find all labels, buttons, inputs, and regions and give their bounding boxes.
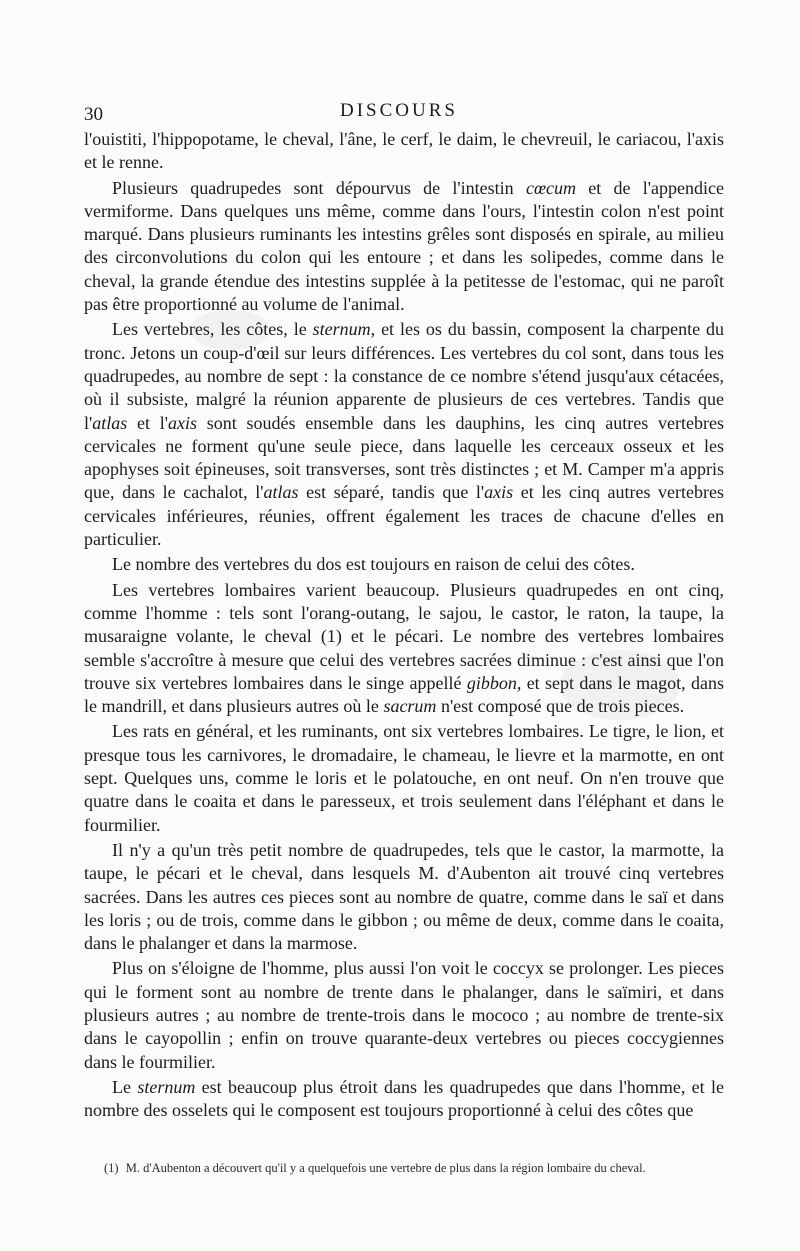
footnote-marker: (1) (104, 1161, 119, 1175)
footnote (104, 1160, 724, 1176)
paragraph-text: sont soudés ensemble dans les dauphins, les cinq autres vertebres cervicales ne forment qu'une seule piece, dans laquelle les cerceaux osseux et les apophyses soit épineuses, soit transverses, sont très distinctes ; et M. Camper m'a appris que, dans le cachalot, l' (84, 412, 725, 503)
page-number: 30 (84, 104, 103, 125)
paragraph-text: et les cinq autres vertebres cervicales inférieures, réunies, offrent également les traces de chacune d'elles en particulier. (84, 482, 724, 550)
running-head-title: DISCOURS (340, 100, 458, 121)
body-text (84, 128, 724, 1122)
paragraph-text: et l' (127, 412, 169, 433)
italic-term: axis (484, 482, 514, 503)
running-head (84, 100, 724, 130)
paragraph (84, 128, 724, 175)
paragraph-text: Plus on s'éloigne de l'homme, plus aussi l'on voit le coccyx se prolonger. Les pieces qui le forment sont au nombre de trente dans le phalanger, dans le saïmiri, et dans plusieurs autres ; au nombre de trente-trois dans le mococo ; au nombre de trente-six dans le cayopollin ; enfin on trouve quarante-deux vertebres ou pieces coccygiennes dans le fourmilier. (84, 958, 724, 1072)
paragraph (84, 177, 724, 317)
paragraph-text: Plusieurs quadrupedes sont dépourvus de l'intestin (112, 177, 526, 198)
paragraph-text: Le nombre des vertebres du dos est toujours en raison de celui des côtes. (112, 554, 635, 575)
italic-term: sternum, (312, 319, 376, 340)
paragraph-text: Les vertebres lombaires varient beaucoup. Plusieurs quadrupedes en ont cinq, comme l'homme : tels sont l'orang-outang, le sajou, le castor, le raton, la taupe, la musaraigne volante, le cheval (1) et le pécari. Le nombre des vertebres lombaires semble s'accroître à mesure que celui des vertebres sacrées diminue : c'est ainsi que l'on trouve six vertebres lombaires dans le singe appellé (84, 579, 724, 693)
paragraph-text: est séparé, tandis que l' (298, 482, 485, 503)
paragraph-text: et sept dans le magot, dans le mandrill, et dans plusieurs autres où le (84, 672, 724, 717)
italic-term: cœcum (525, 177, 576, 198)
paragraph-text: l'ouistiti, l'hippopotame, le cheval, l'âne, le cerf, le daim, le chevreuil, le cariacou, l'axis et le renne. (84, 129, 724, 173)
italic-term: axis (168, 412, 198, 433)
paragraph (84, 579, 724, 719)
paragraph-text: et de l'appendice vermiforme. Dans quelques uns même, comme dans l'ours, l'intestin colon n'est point marqué. Dans plusieurs ruminants les intestins grêles sont disposés en spirale, au milieu des circonvolutions du colon qui les entoure ; et dans les solipedes, comme dans le cheval, la grande étendue des intestins supplée à la petitesse de l'estomac, qui ne paroît pas être proportionné au volume de l'animal. (84, 177, 724, 315)
italic-term: sacrum (383, 696, 437, 717)
paragraph (84, 839, 724, 955)
italic-term: gibbon, (466, 672, 522, 693)
paragraph-text: Le (112, 1076, 138, 1097)
paragraph-text: est beaucoup plus étroit dans les quadrupedes que dans l'homme, et le nombre des osselets qui le composent est toujours proportionné à celui des côtes que (84, 1076, 724, 1121)
paragraph-text: Les vertebres, les côtes, le (112, 319, 313, 340)
paragraph-text: et les os du bassin, composent la charpente du tronc. Jetons un coup-d'œil sur leurs différences. Les vertebres du col sont, dans tous les quadrupedes, au nombre de sept : la constance de ce nombre s'étend jusqu'aux cétacées, où il subsiste, malgré la réunion apparente de plusieurs de ces vertebres. Tandis que l' (84, 319, 725, 433)
paragraph (84, 318, 724, 551)
footnote-text: M. d'Aubenton a découvert qu'il y a quelquefois une vertebre de plus dans la région lombaire du cheval. (125, 1161, 646, 1175)
italic-term: sternum (137, 1076, 196, 1097)
paragraph-text: Il n'y a qu'un très petit nombre de quadrupedes, tels que le castor, la marmotte, la taupe, le pécari et le cheval, dans lesquels M. d'Aubenton ait trouvé cinq vertebres sacrées. Dans les autres ces pieces sont au nombre de quatre, comme dans le saï et dans les loris ; ou de trois, comme dans le gibbon ; ou même de deux, comme dans le coaita, dans le phalanger et dans la marmose. (84, 839, 724, 954)
paragraph (84, 957, 724, 1073)
paragraph-text: Les rats en général, et les ruminants, ont six vertebres lombaires. Le tigre, le lion, et presque tous les carnivores, le dromadaire, le chameau, le lievre et la marmotte, en ont sept. Quelques uns, comme le loris et le polatouche, en ont neuf. On n'en trouve que quatre dans le coaita et dans le paresseux, et trois seulement dans l'éléphant et dans le fourmilier. (84, 721, 724, 835)
italic-term: atlas (92, 412, 128, 433)
paragraph (84, 553, 724, 576)
paragraph-text: n'est composé que de trois pieces. (436, 696, 685, 717)
paragraph (84, 1076, 724, 1123)
paragraph (84, 720, 724, 836)
italic-term: atlas (263, 482, 299, 503)
